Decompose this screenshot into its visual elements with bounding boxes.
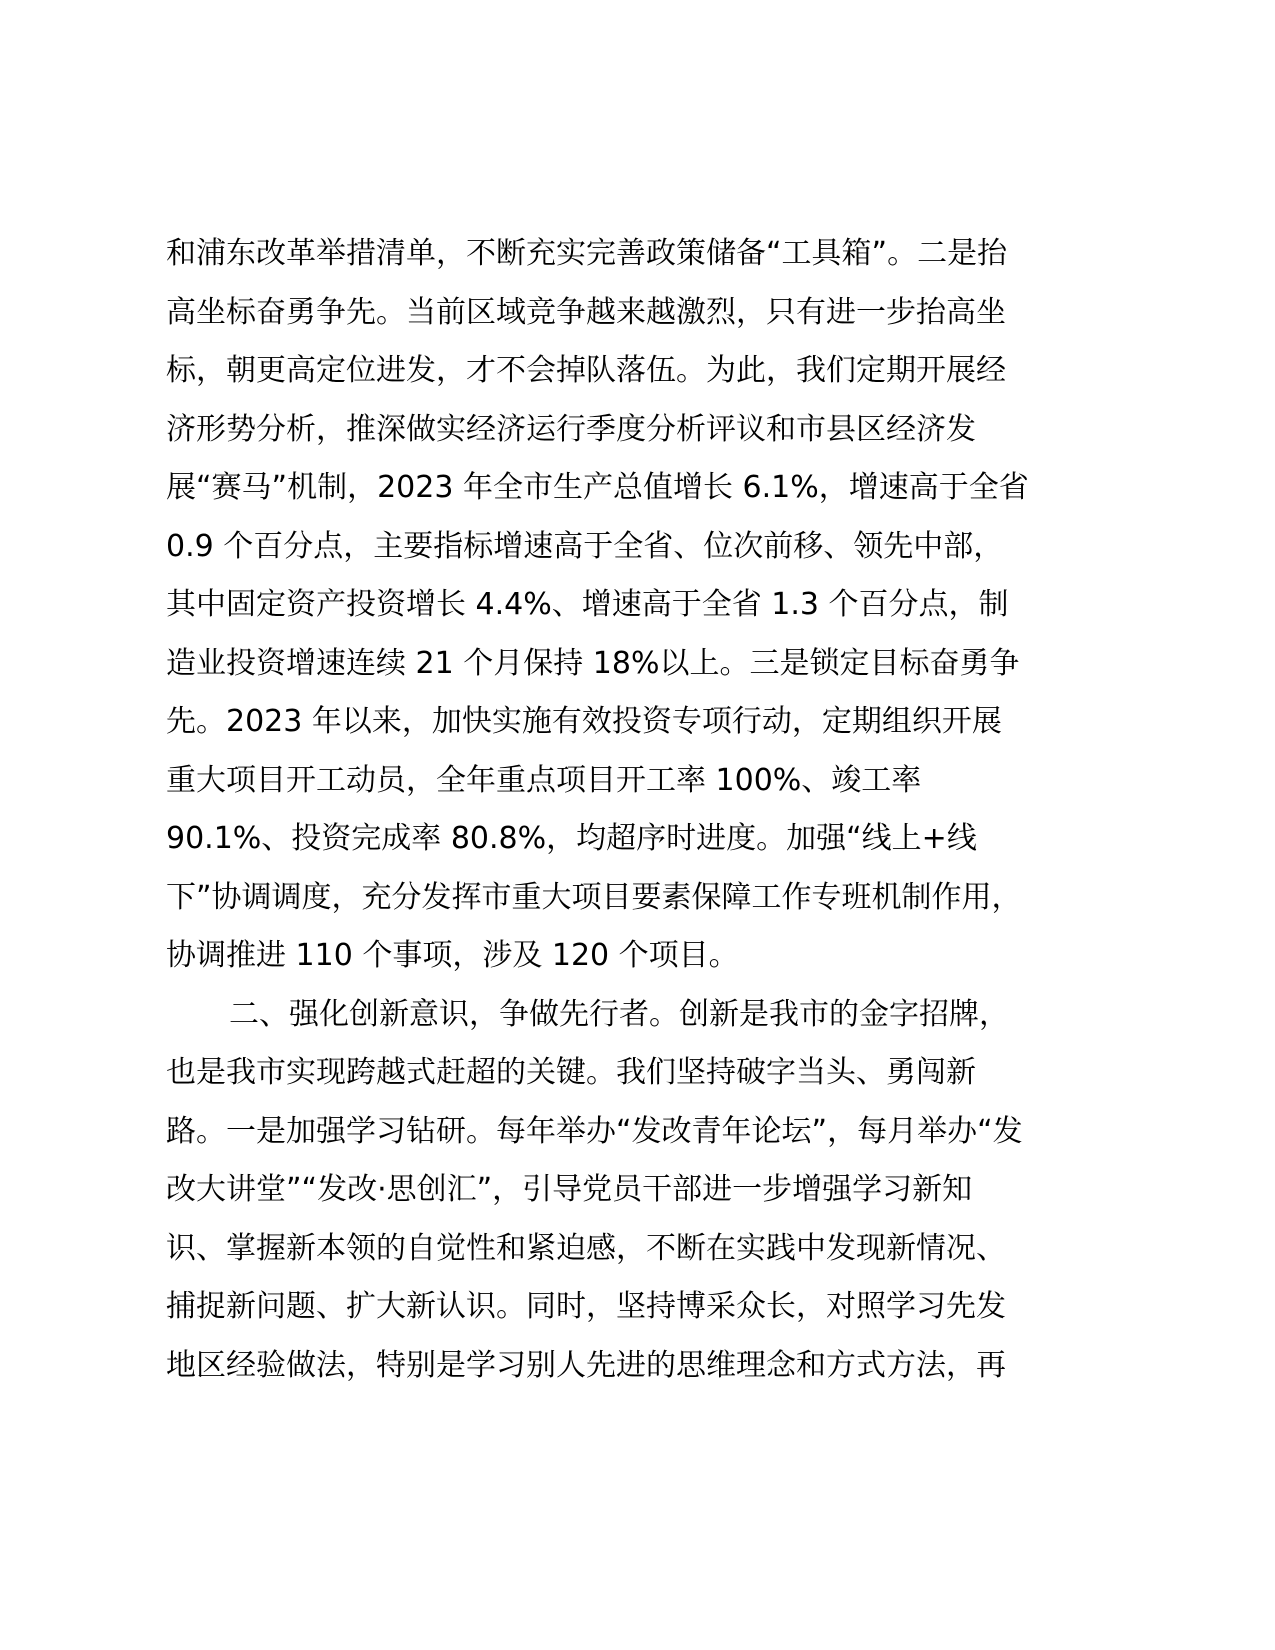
body-text: [166, 225, 1126, 1395]
text-line: 下”协调调度，充分发挥市重大项目要素保障工作专班机制作用，: [166, 879, 1022, 915]
text-line: 标，朝更高定位进发，才不会掉队落伍。为此，我们定期开展经: [166, 353, 1006, 388]
text-line: 路。一是加强学习钻研。每年举办“发改青年论坛”，每月举办“发: [166, 1113, 1023, 1149]
text-line: 改大讲堂”“发改·思创汇”，引导党员干部进一步增强学习新知: [166, 1172, 973, 1207]
text-line: 造业投资增速连续 21 个月保持 18%以上。三是锁定目标奋勇争: [166, 645, 1020, 681]
text-line: 地区经验做法，特别是学习别人先进的思维理念和方式方法，再: [166, 1347, 1006, 1383]
text-line: 先。2023 年以来，加快实施有效投资专项行动，定期组织开展: [166, 704, 1002, 739]
paragraph-start-line: 二、强化创新意识，争做先行者。创新是我市的金字招牌，: [229, 996, 1009, 1032]
text-line: 济形势分析，推深做实经济运行季度分析评议和市县区经济发: [166, 411, 976, 447]
text-line: 0.9 个百分点，主要指标增速高于全省、位次前移、领先中部，: [166, 528, 1004, 564]
text-line: 协调推进 110 个事项，涉及 120 个项目。: [166, 938, 739, 973]
text-line: 和浦东改革举措清单，不断充实完善政策储备“工具箱”。二是抬: [166, 236, 1008, 271]
text-line: 重大项目开工动员，全年重点项目开工率 100%、竣工率: [166, 762, 922, 798]
text-line: 展“赛马”机制，2023 年全市生产总值增长 6.1%，增速高于全省: [166, 470, 1029, 505]
text-line: 其中固定资产投资增长 4.4%、增速高于全省 1.3 个百分点，制: [166, 587, 1009, 622]
text-line: 高坐标奋勇争先。当前区域竞争越来越激烈，只有进一步抬高坐: [166, 294, 1006, 330]
text-line: 90.1%、投资完成率 80.8%，均超序时进度。加强“线上+线: [166, 821, 977, 856]
text-line: 识、掌握新本领的自觉性和紧迫感，不断在实践中发现新情况、: [166, 1230, 1006, 1266]
text-line: 也是我市实现跨越式赶超的关键。我们坚持破字当头、勇闯新: [166, 1055, 976, 1090]
text-line: 捕捉新问题、扩大新认识。同时，坚持博采众长，对照学习先发: [166, 1289, 1006, 1324]
